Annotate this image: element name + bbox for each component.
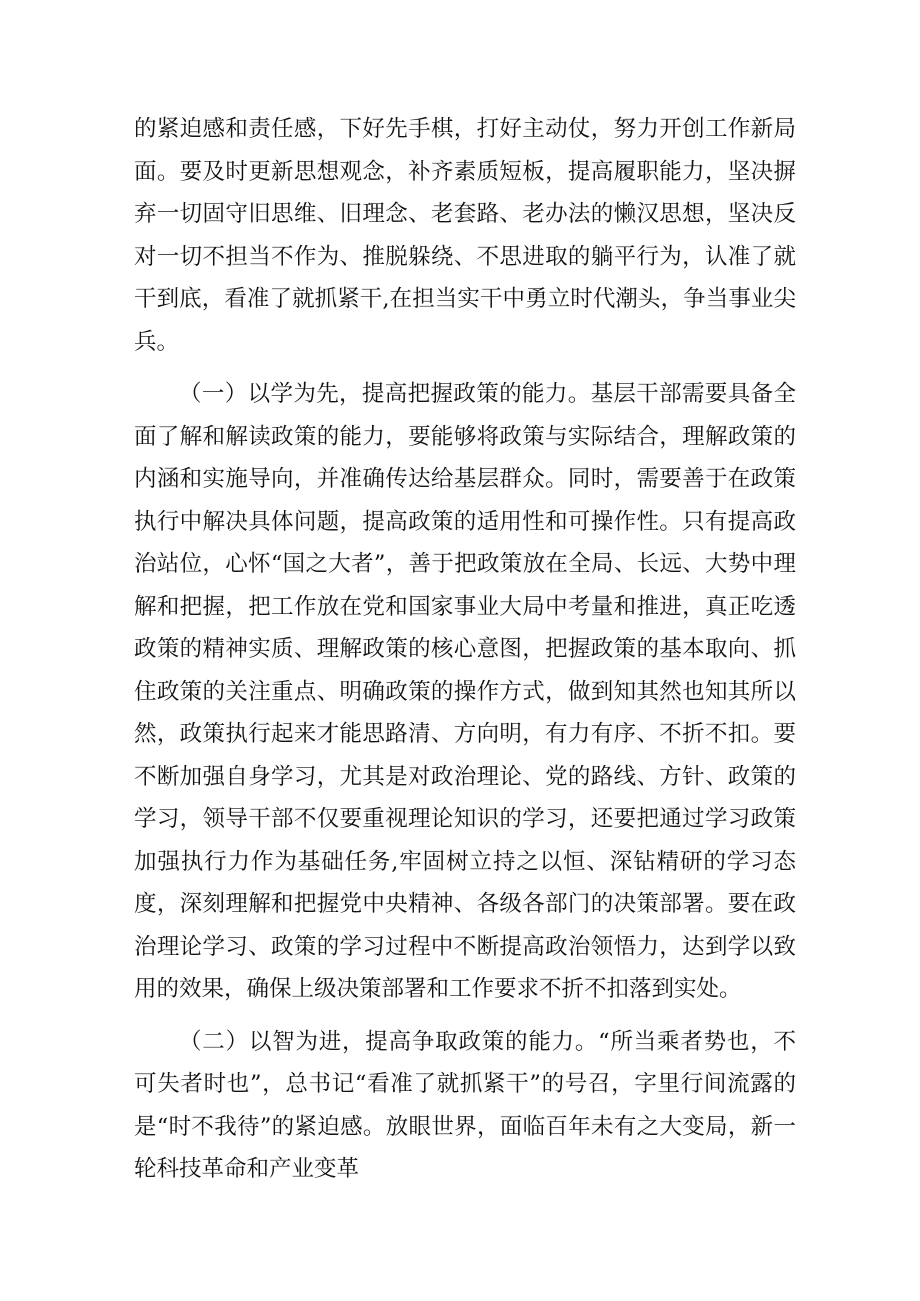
paragraph-3: （二）以智为进，提高争取政策的能力。“所当乘者势也，不可失者时也”，总书记“看准了就抓紧干”的号召，字里行间流露的是“时不我待”的紧迫感。放眼世界，面临百年未有之大变局，新一轮科技革命和产业变革 bbox=[134, 1028, 796, 1182]
paragraph-2: （一）以学为先，提高把握政策的能力。基层干部需要具备全面了解和解读政策的能力，要能够将政策与实际结合，理解政策的内涵和实施导向，并准确传达给基层群众。同时，需要善于在政策执行中解决具体问题，提高政策的适用性和可操作性。只有提高政治站位，心怀“国之大者”，善于把政策放在全局、长远、大势中理解和把握，把工作放在党和国家事业大局中考量和推进，真正吃透政策的精神实质、理解政策的核心意图，把握政策的基本取向、抓住政策的关注重点、明确政策的操作方式，做到知其然也知其所以然，政策执行起来才能思路清、方向明，有力有序、不折不扣。要不断加强自身学习，尤其是对政治理论、党的路线、方针、政策的学习，领导干部不仅要重视理论知识的学习，还要把通过学习政策加强执行力作为基础任务,牢固树立持之以恒、深钻精研的学习态度，深刻理解和把握党中央精神、各级各部门的决策部署。要在政治理论学习、政策的学习过程中不断提高政治领悟力，达到学以致用的效果，确保上级决策部署和工作要求不折不扣落到实处。 bbox=[134, 381, 796, 1002]
document-body bbox=[134, 108, 796, 1201]
paragraph-1: 的紧迫感和责任感，下好先手棋，打好主动仗，努力开创工作新局面。要及时更新思想观念，补齐素质短板，提高履职能力，坚决摒弃一切固守旧思维、旧理念、老套路、老办法的懒汉思想，坚决反对一切不担当不作为、推脱躲绕、不思进取的躺平行为，认准了就干到底，看准了就抓紧干,在担当实干中勇立时代潮头，争当事业尖兵。 bbox=[134, 116, 796, 355]
